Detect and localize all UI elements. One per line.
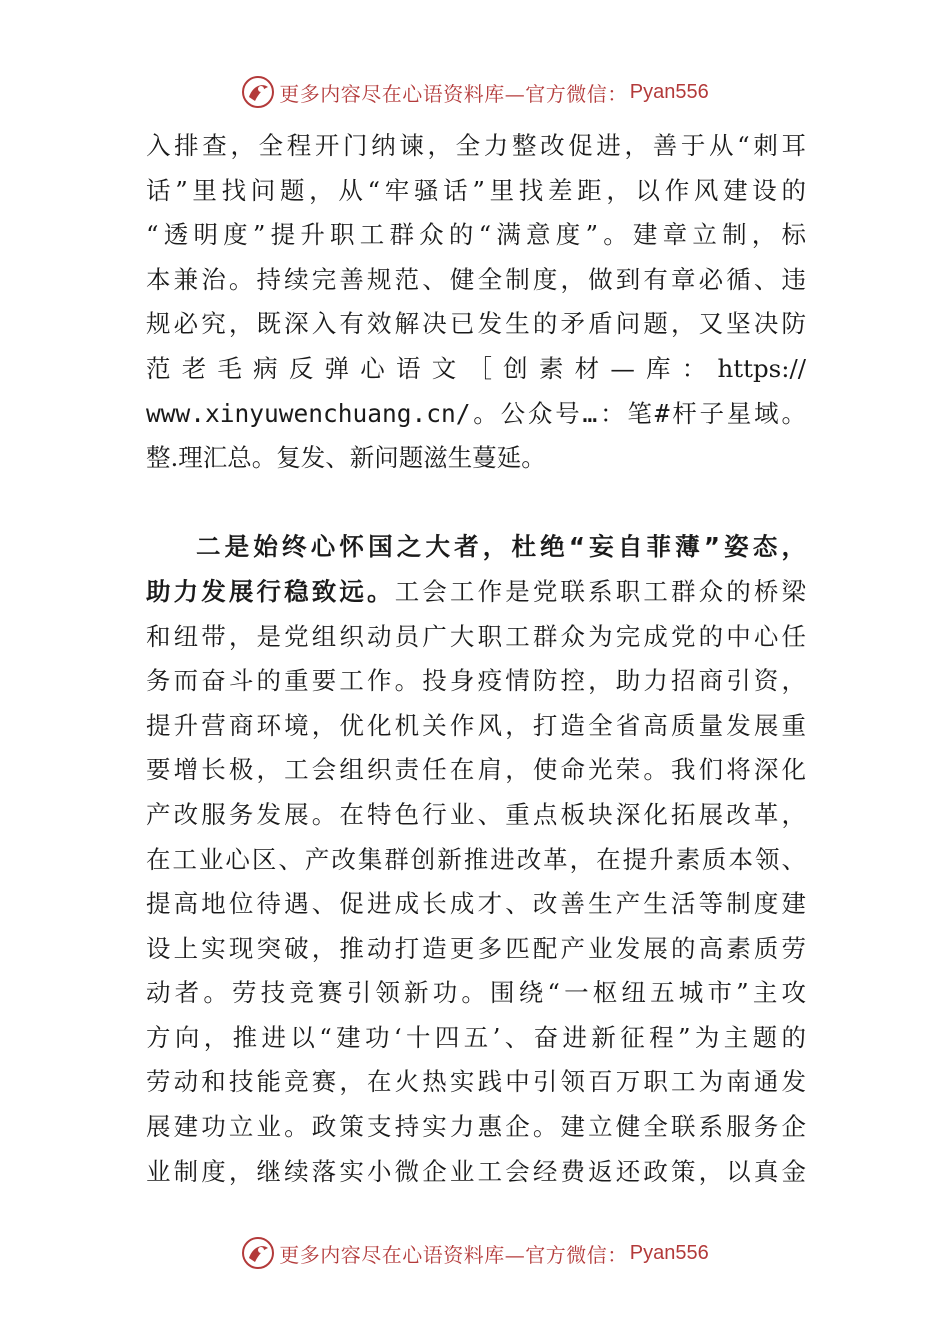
text-line xyxy=(146,570,806,615)
footer-banner-handle: Pyan556 xyxy=(629,1241,709,1264)
xinyu-logo-icon xyxy=(241,75,275,109)
xinyu-logo-icon xyxy=(241,1236,275,1270)
paragraph-1 xyxy=(146,124,806,481)
text-line: 业制度，继续落实小微企业工会经费返还政策，以真金 xyxy=(146,1156,806,1186)
paragraph-gap xyxy=(146,481,806,526)
text-line: 在工业⼼区、产改集群创新推进改革，在提升素质本领、 xyxy=(146,844,806,874)
paragraph-2 xyxy=(146,525,806,1194)
text-line: 入排查，全程开门纳谏，全力整改促进，善于从“刺耳 xyxy=(146,131,806,160)
header-banner-text: 更多内容尽在心语资料库—官方微信： xyxy=(279,81,628,106)
text-line: www.xinyuwenchuang.cn/。公众号…：笔#杆子星域。 xyxy=(146,398,806,428)
text-line: 产改服务发展。在特色行业、重点板块深化拓展改革， xyxy=(146,799,806,829)
text-line: 务而奋斗的重要工作。投身疫情防控，助力招商引资， xyxy=(146,666,806,696)
header-banner-handle: Pyan556 xyxy=(629,80,709,103)
text-line: 话”里找问题，从“牢骚话”里找差距，以作风建设的 xyxy=(146,175,806,205)
section-heading: 二是始终心怀国之大者，杜绝“妄自菲薄”姿态， xyxy=(196,532,806,562)
text-line: 动者。劳技竞赛引领新功。围绕“一枢纽五城市”主攻 xyxy=(146,978,806,1008)
text-line: “透明度”提升职工群众的“满意度”。建章立制，标 xyxy=(146,220,806,250)
header-banner xyxy=(0,70,950,114)
text-line: 范老毛病反弹心语文［创素材—库：https:// xyxy=(146,353,806,383)
text-line: 展建功立业。政策支持实力惠企。建立健全联系服务企 xyxy=(146,1112,806,1142)
text-line: 和纽带，是党组织动员广大职工群众为完成党的中心任 xyxy=(146,621,806,651)
text-line: 规必究，既深入有效解决已发生的矛盾问题，又坚决防 xyxy=(146,309,806,339)
text-line: 劳动和技能竞赛，在火热实践中引领百万职工为南通发 xyxy=(146,1067,806,1097)
text-line: 提高地位待遇、促进成长成才、改善生产生活等制度建 xyxy=(146,889,806,919)
text-line: 设上实现突破，推动打造更多匹配产业发展的高素质劳 xyxy=(146,933,806,963)
text-line: 本兼治。持续完善规范、健全制度，做到有章必循、违 xyxy=(146,264,806,294)
document-body xyxy=(146,124,806,1194)
text-line: 方向，推进以“建功‘十四五’、奋进新征程”为主题的 xyxy=(146,1022,806,1052)
section-heading-continued: 助力发展行稳致远。 xyxy=(146,576,395,606)
text-line: 要增长极，工会组织责任在肩，使命光荣。我们将深化 xyxy=(146,755,806,785)
text-line: 整.理汇总。复发、新问题滋生蔓延。 xyxy=(146,443,546,473)
footer-banner xyxy=(0,1231,950,1275)
text-line: 提升营商环境，优化机关作风，打造全省高质量发展重 xyxy=(146,710,806,740)
footer-banner-text: 更多内容尽在心语资料库—官方微信： xyxy=(279,1242,628,1267)
text-line-rest: 工会工作是党联系职工群众的桥梁 xyxy=(394,576,807,606)
